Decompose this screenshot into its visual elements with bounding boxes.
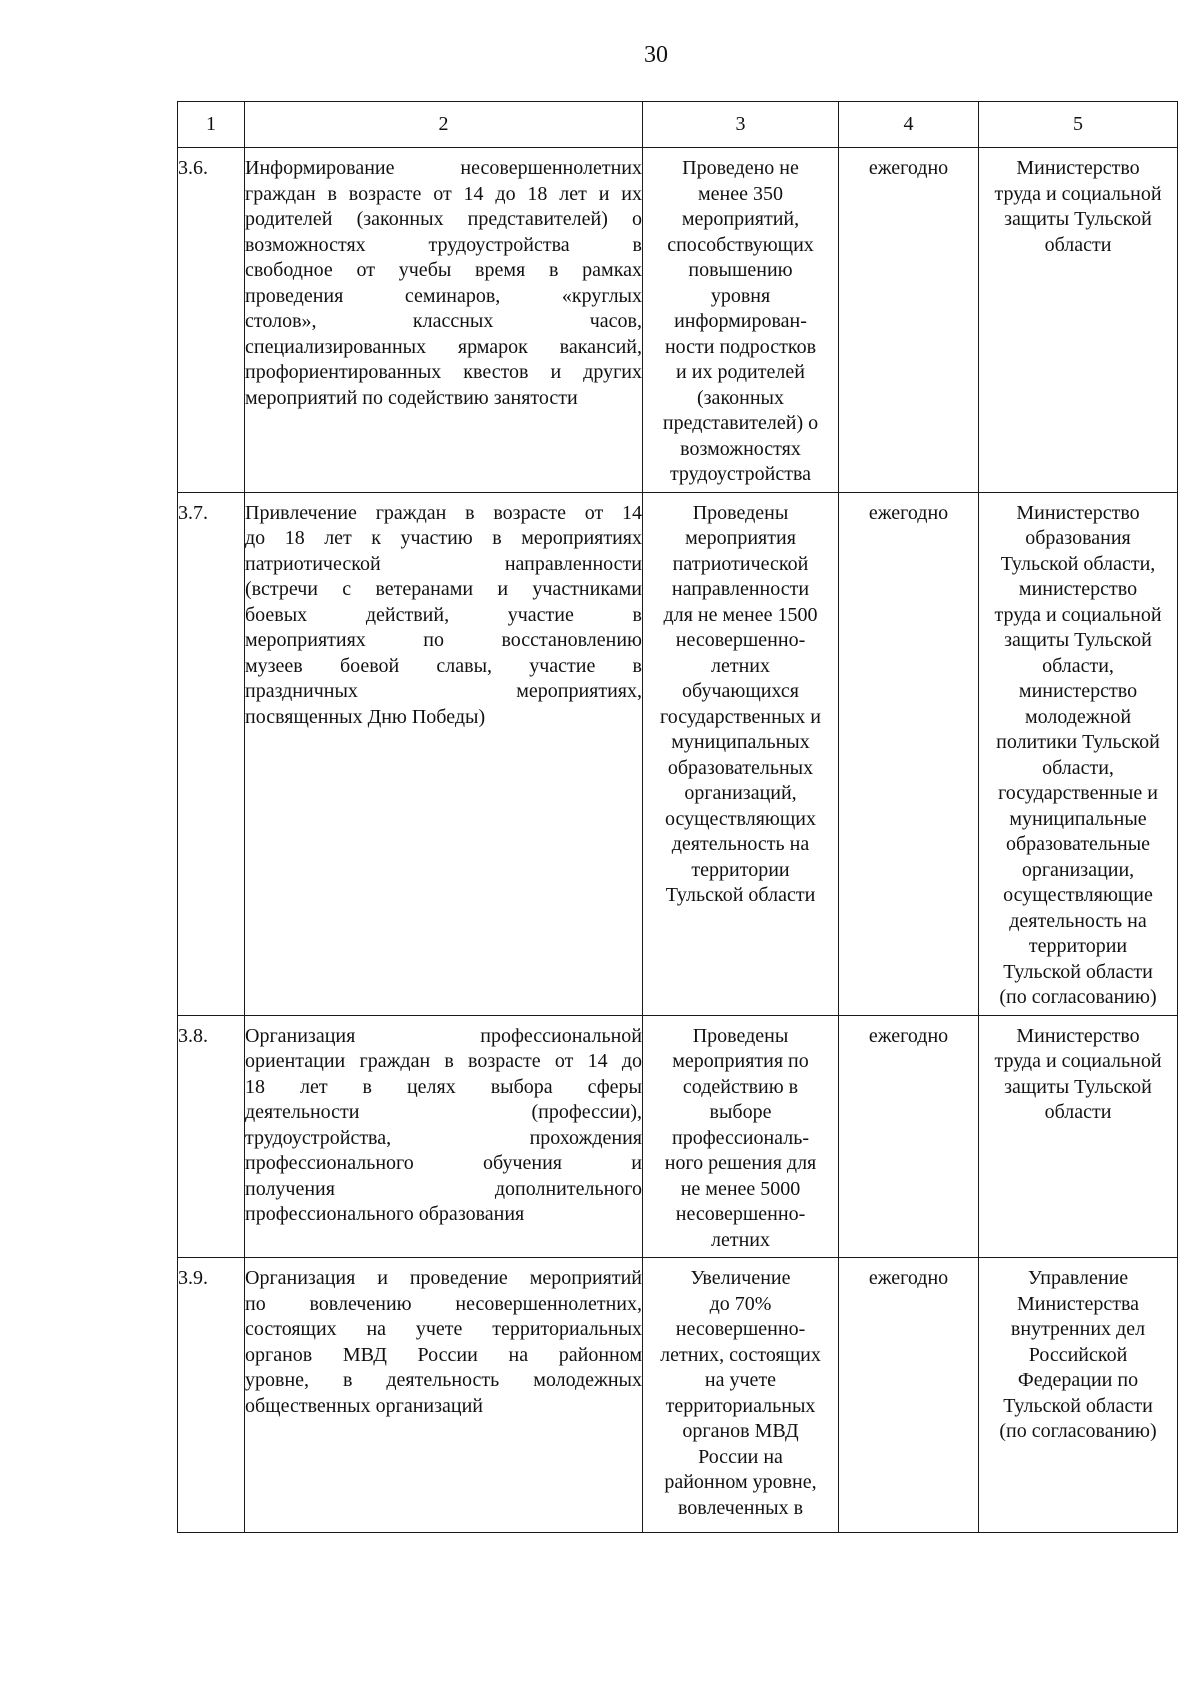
measure-description-line: профориентированных квестов и других — [245, 361, 642, 383]
expected-result-line: уровня — [710, 284, 771, 307]
expected-result-line: несовершенно- — [675, 1318, 806, 1340]
expected-result-line: ности подростков — [664, 335, 817, 358]
measure-description-line: состоящих на учете территориальных — [245, 1318, 642, 1340]
measure-description-line: мероприятиях по восстановлению — [245, 629, 642, 651]
expected-result-line: Проведены — [692, 501, 789, 524]
expected-result-line: патриотической — [672, 552, 809, 575]
measure-description-line: органов МВД России на районном — [245, 1343, 642, 1366]
expected-result-line: обучающихся — [682, 680, 799, 702]
measure-description-line: Привлечение граждан в возрасте от 14 — [245, 501, 642, 524]
measure-description-line: получения дополнительного — [245, 1177, 642, 1200]
expected-result-line: Тульской области — [665, 884, 816, 906]
execution-term-cell — [839, 492, 979, 1015]
expected-result-line: территориальных — [665, 1394, 816, 1417]
expected-result-line: для не менее 1500 — [663, 603, 818, 626]
expected-result-line: деятельность на — [671, 833, 810, 855]
expected-result-line: мероприятий, — [681, 208, 800, 230]
expected-result-line: представителей) о — [662, 412, 819, 434]
responsible-executor-line: деятельность на — [1009, 909, 1147, 932]
item-number-cell — [178, 1258, 245, 1533]
measure-description-line: ориентации граждан в возрасте от 14 до — [245, 1050, 642, 1072]
expected-result-line: осуществляющих — [665, 807, 816, 830]
expected-result-line: возможностях — [680, 437, 801, 460]
expected-result-line: государственных и — [660, 705, 821, 728]
responsible-executor-line: муниципальные — [1009, 807, 1147, 830]
responsible-executor-line: Тульской области — [1003, 960, 1153, 983]
expected-result-line: информирован- — [674, 310, 807, 332]
item-number: 3.6. — [178, 157, 208, 179]
expected-result-line: не менее 5000 — [680, 1177, 801, 1200]
responsible-executor-line: Министерство — [1016, 501, 1140, 524]
expected-result-line: мероприятия по — [672, 1050, 809, 1072]
expected-result-line: (законных — [697, 386, 784, 409]
measure-description-line: праздничных мероприятиях, — [245, 680, 642, 702]
execution-term-cell — [839, 1015, 979, 1258]
measure-description-line: посвященных Дню Победы) — [245, 705, 486, 728]
responsible-executor-line: министерство — [1018, 680, 1138, 702]
measure-description-line: свободное от учебы время в рамках — [245, 259, 642, 281]
responsible-executor-line: защиты Тульской — [1004, 1075, 1152, 1098]
table-row — [178, 492, 1178, 1015]
measure-description-line: боевых действий, участие в — [245, 603, 642, 626]
responsible-executor-line: образовательные — [1005, 833, 1151, 855]
measure-description-line: по вовлечению несовершеннолетних, — [245, 1292, 642, 1315]
expected-result-line: России на — [698, 1445, 783, 1468]
measure-description-line: общественных организаций — [245, 1394, 483, 1417]
measure-description-line: мероприятий по содействию занятости — [245, 386, 578, 409]
measure-description-cell — [245, 148, 643, 493]
page-number: 30 — [644, 42, 668, 68]
responsible-executor-cell — [979, 148, 1178, 493]
expected-result-line: повышению — [688, 259, 793, 281]
responsible-executor-cell — [979, 492, 1178, 1015]
expected-result-line: муниципальных — [671, 731, 810, 753]
responsible-executor-cell — [979, 1258, 1178, 1533]
column-header-5: 5 — [979, 102, 1178, 148]
item-number-cell — [178, 1015, 245, 1258]
responsible-executor-line: труда и социальной — [994, 603, 1162, 626]
measure-description-cell — [245, 1015, 643, 1258]
responsible-executor-line: области, — [1042, 756, 1114, 779]
responsible-executor-line: труда и социальной — [994, 1050, 1162, 1072]
measure-description-line: 18 лет в целях выбора сферы — [245, 1075, 642, 1098]
responsible-executor-line: (по согласованию) — [999, 986, 1157, 1008]
measure-description-line: Организация и проведение мероприятий — [245, 1267, 642, 1289]
responsible-executor-line: территории — [1028, 935, 1128, 957]
measure-description-line: (встречи с ветеранами и участниками — [245, 578, 642, 600]
responsible-executor-line: внутренних дел — [1010, 1318, 1146, 1340]
expected-result-line: менее 350 — [698, 182, 783, 205]
responsible-executor-line: Управление — [1027, 1267, 1129, 1289]
item-number: 3.8. — [178, 1024, 208, 1047]
column-header-4: 4 — [839, 102, 979, 148]
expected-result-cell — [643, 148, 839, 493]
responsible-executor-line: осуществляющие — [1003, 884, 1153, 906]
item-number: 3.7. — [178, 501, 208, 524]
expected-result-line: Проведены — [692, 1024, 789, 1047]
expected-result-line: вовлеченных в — [677, 1496, 804, 1519]
expected-result-line: способствующих — [667, 233, 814, 256]
measure-description-line: профессионального обучения и — [245, 1152, 642, 1174]
expected-result-line: содействию в — [682, 1075, 799, 1098]
responsible-executor-line: Тульской области — [1003, 1394, 1153, 1417]
responsible-executor-line: Министерство — [1016, 1024, 1140, 1047]
measures-table — [177, 101, 1178, 1533]
measure-description-line: возможностях трудоустройства в — [245, 233, 642, 256]
responsible-executor-line: области — [1044, 233, 1112, 256]
expected-result-line: и их родителей — [676, 361, 805, 383]
expected-result-line: органов МВД — [682, 1420, 799, 1442]
expected-result-line: несовершенно- — [675, 1203, 806, 1225]
expected-result-line: летних — [710, 1228, 770, 1251]
expected-result-line: ного решения для — [664, 1152, 817, 1174]
expected-result-cell — [643, 492, 839, 1015]
table-row — [178, 1258, 1178, 1533]
measure-description-line: столов», классных часов, — [245, 310, 642, 332]
execution-term-line: ежегодно — [868, 157, 949, 179]
expected-result-line: до 70% — [709, 1292, 772, 1315]
item-number-cell — [178, 148, 245, 493]
expected-result-cell — [643, 1015, 839, 1258]
measure-description-line: проведения семинаров, «круглых — [245, 284, 642, 307]
measure-description-line: уровне, в деятельность молодежных — [245, 1369, 642, 1391]
expected-result-line: Увеличение — [690, 1267, 791, 1289]
responsible-executor-line: Тульской области, — [1000, 552, 1156, 575]
expected-result-line: несовершенно- — [675, 629, 806, 651]
expected-result-line: территории — [691, 858, 790, 881]
responsible-executor-line: министерство — [1018, 578, 1138, 600]
execution-term-line: ежегодно — [868, 501, 949, 524]
expected-result-line: профессиональ- — [671, 1126, 809, 1149]
measure-description-line: родителей (законных представителей) о — [245, 208, 642, 230]
column-header-1: 1 — [178, 102, 245, 148]
execution-term-line: ежегодно — [868, 1267, 949, 1289]
table-row — [178, 148, 1178, 493]
responsible-executor-line: организации, — [1021, 858, 1135, 881]
expected-result-line: на учете — [704, 1369, 777, 1391]
responsible-executor-line: труда и социальной — [994, 182, 1162, 205]
execution-term-line: ежегодно — [868, 1024, 949, 1047]
measure-description-cell — [245, 1258, 643, 1533]
expected-result-line: районном уровне, — [664, 1471, 817, 1493]
responsible-executor-line: образования — [1025, 527, 1131, 549]
measure-description-line: музеев боевой славы, участие в — [245, 654, 642, 677]
item-number-cell — [178, 492, 245, 1015]
measure-description-line: патриотической направленности — [245, 552, 642, 575]
measure-description-line: граждан в возрасте от 14 до 18 лет и их — [245, 182, 642, 205]
execution-term-cell — [839, 148, 979, 493]
responsible-executor-line: молодежной — [1024, 705, 1132, 728]
expected-result-cell — [643, 1258, 839, 1533]
responsible-executor-line: Федерации по — [1017, 1369, 1139, 1391]
expected-result-line: мероприятия — [685, 527, 796, 549]
responsible-executor-cell — [979, 1015, 1178, 1258]
expected-result-line: летних, состоящих — [660, 1343, 821, 1366]
measure-description-line: до 18 лет к участию в мероприятиях — [245, 527, 642, 549]
expected-result-line: организаций, — [684, 782, 797, 804]
measure-description-line: трудоустройства, прохождения — [245, 1126, 642, 1149]
responsible-executor-line: Министерство — [1016, 157, 1140, 179]
measure-description-line: деятельности (профессии), — [245, 1101, 642, 1123]
expected-result-line: выборе — [709, 1101, 772, 1123]
execution-term-cell — [839, 1258, 979, 1533]
measure-description-line: профессионального образования — [245, 1203, 525, 1225]
measure-description-line: специализированных ярмарок вакансий, — [245, 335, 642, 358]
responsible-executor-line: Министерства — [1016, 1292, 1140, 1315]
expected-result-line: трудоустройства — [669, 463, 812, 485]
responsible-executor-line: Российской — [1028, 1343, 1128, 1366]
expected-result-line: направленности — [671, 578, 810, 600]
responsible-executor-line: области, — [1042, 654, 1114, 677]
responsible-executor-line: государственные и — [998, 782, 1158, 804]
table-row — [178, 1015, 1178, 1258]
responsible-executor-line: области — [1044, 1101, 1112, 1123]
expected-result-line: образовательных — [667, 756, 814, 779]
responsible-executor-line: (по согласованию) — [999, 1420, 1157, 1442]
responsible-executor-line: защиты Тульской — [1004, 208, 1152, 230]
table-body — [178, 148, 1178, 1533]
expected-result-line: летних — [710, 654, 770, 677]
table-header — [178, 102, 1178, 148]
responsible-executor-line: политики Тульской — [996, 731, 1160, 753]
measure-description-line: Информирование несовершеннолетних — [245, 157, 642, 179]
responsible-executor-line: защиты Тульской — [1004, 629, 1152, 651]
column-header-2: 2 — [245, 102, 643, 148]
measure-description-cell — [245, 492, 643, 1015]
header-row — [178, 102, 1178, 148]
column-header-3: 3 — [643, 102, 839, 148]
measure-description-line: Организация профессиональной — [245, 1024, 642, 1047]
item-number: 3.9. — [178, 1267, 208, 1289]
expected-result-line: Проведено не — [682, 157, 799, 179]
